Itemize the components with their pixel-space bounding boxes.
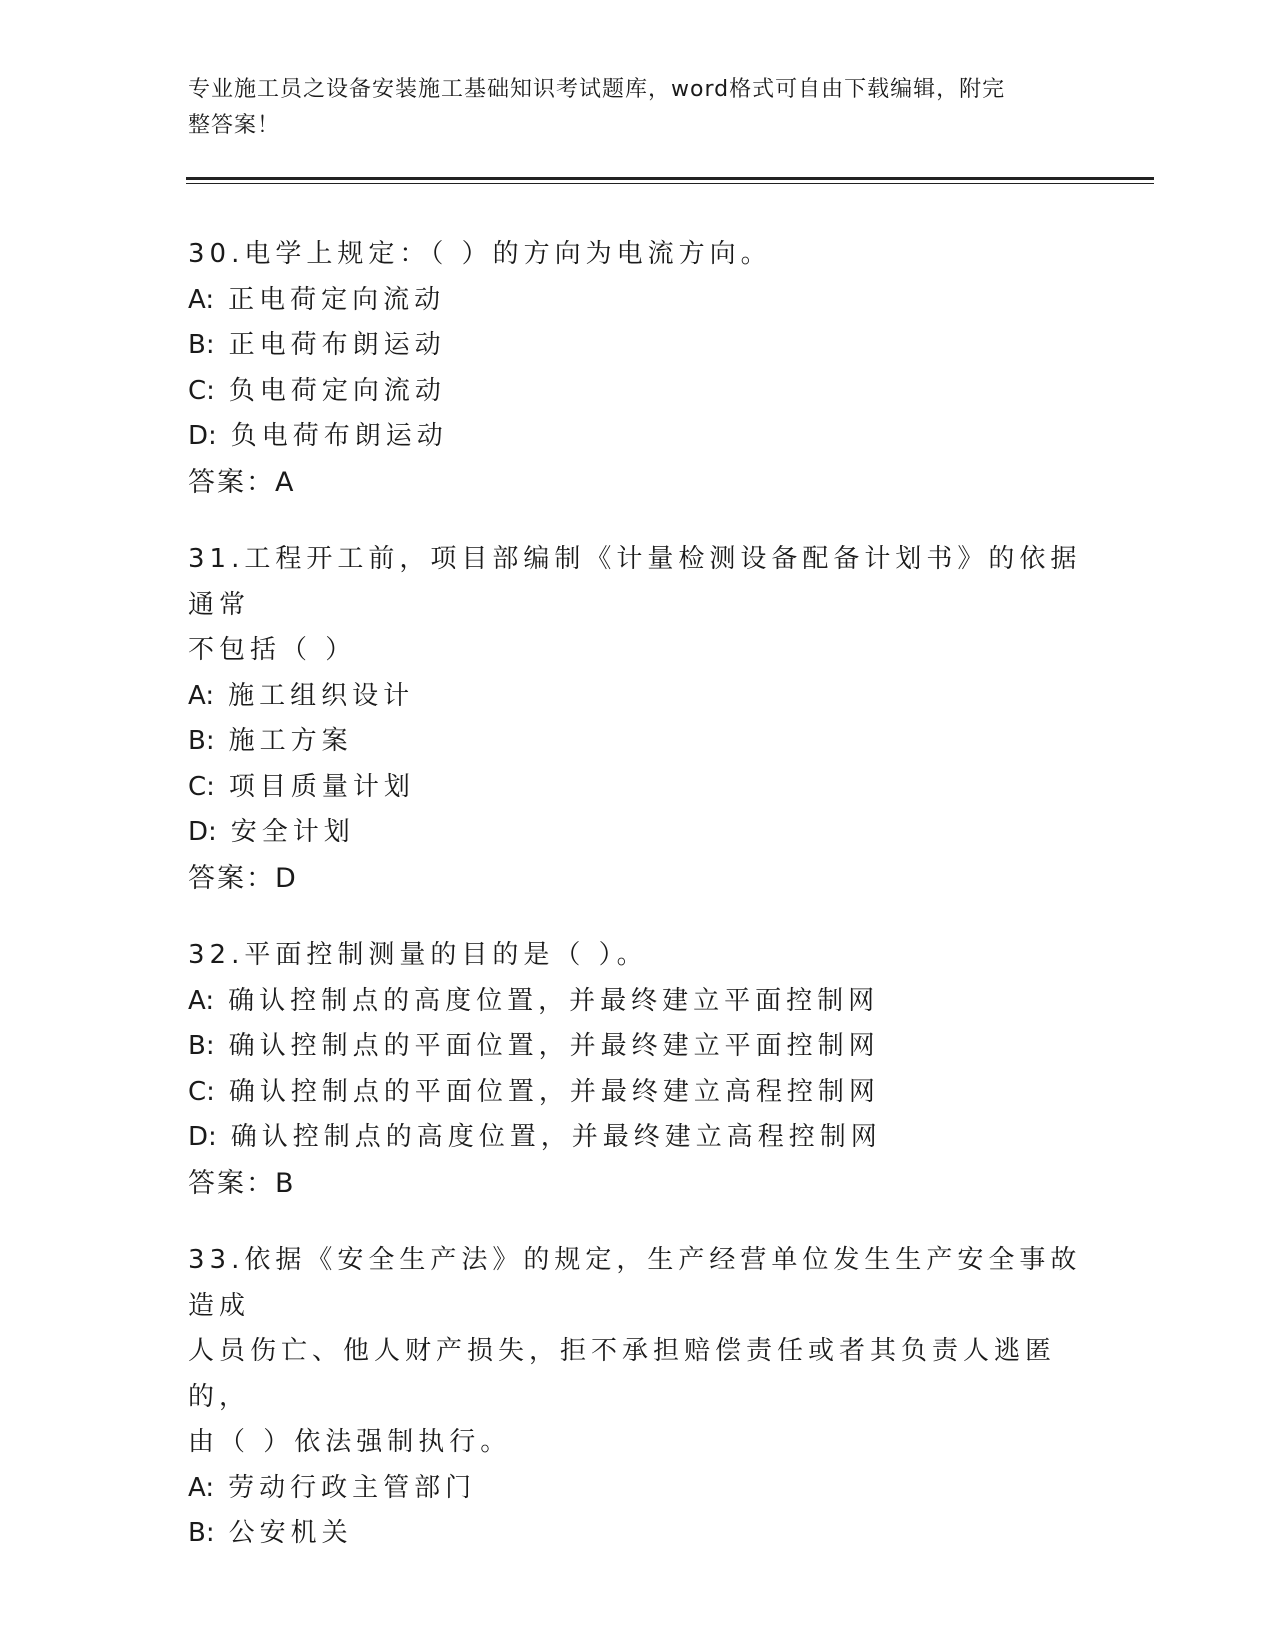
option-key: B (188, 1031, 206, 1061)
stem-line: 依据《安全生产法》的规定，生产经营单位发生生产安全事故造成 (188, 1245, 1082, 1321)
answer-label: 答案： (188, 1167, 275, 1199)
option-a: A: 劳动行政主管部门 (188, 1472, 477, 1503)
option-text: 公安机关 (228, 1518, 353, 1548)
option-key: A (188, 985, 206, 1016)
question-number: 32. (188, 940, 245, 970)
question-stem (188, 537, 1088, 628)
option-a: A: 确认控制点的高度位置，并最终建立平面控制网 (188, 985, 880, 1016)
question-stem-continued (188, 1329, 1088, 1420)
option-key: A (188, 1472, 206, 1503)
option-key: D (188, 817, 209, 847)
option-text: 正电荷布朗运动 (228, 330, 446, 360)
option-text: 安全计划 (230, 817, 355, 847)
option-text: 负电荷布朗运动 (230, 421, 448, 451)
document-header (188, 72, 1068, 144)
option-text: 项目质量计划 (228, 771, 415, 802)
answer-line (188, 460, 1088, 506)
option-d: D: 确认控制点的高度位置，并最终建立高程控制网 (188, 1122, 882, 1152)
option-d: D: 负电荷布朗运动 (188, 421, 448, 451)
option-key: D (188, 421, 209, 451)
option-key: A (188, 680, 206, 711)
question-31 (188, 537, 1088, 901)
question-stem (188, 1238, 1088, 1329)
option-text: 施工组织设计 (228, 680, 415, 711)
answer-line (188, 1161, 1088, 1207)
stem-line: 电学上规定：（ ）的方向为电流方向。 (244, 239, 772, 269)
option-text: 确认控制点的高度位置，并最终建立平面控制网 (228, 985, 880, 1016)
option-key: D (188, 1122, 209, 1152)
option-c: C: 确认控制点的平面位置，并最终建立高程控制网 (188, 1076, 880, 1107)
option-a: A: 施工组织设计 (188, 680, 415, 711)
question-number: 33. (188, 1245, 245, 1275)
stem-line: 不包括（ ） (188, 635, 357, 665)
answer-label: 答案： (188, 466, 275, 498)
option-text: 确认控制点的高度位置，并最终建立高程控制网 (230, 1122, 882, 1152)
question-stem-continued (188, 1420, 1088, 1466)
option-text: 负电荷定向流动 (228, 375, 446, 406)
answer-value: B (275, 1167, 296, 1199)
question-30 (188, 232, 1088, 505)
option-text: 确认控制点的平面位置，并最终建立高程控制网 (228, 1076, 880, 1107)
header-line-1: 专业施工员之设备安装施工基础知识考试题库，word格式可自由下载编辑，附完 (188, 77, 1006, 102)
option-key: C (188, 375, 207, 406)
header-divider-thin (186, 183, 1154, 184)
answer-value: D (275, 862, 298, 894)
option-key: B (188, 330, 206, 360)
option-text: 施工方案 (228, 726, 353, 756)
question-list (188, 232, 1088, 1589)
option-c: C: 负电荷定向流动 (188, 375, 446, 406)
question-stem-continued (188, 628, 1088, 674)
option-text: 确认控制点的平面位置，并最终建立平面控制网 (228, 1031, 880, 1061)
answer-label: 答案： (188, 862, 275, 894)
option-b: B: 施工方案 (188, 726, 353, 756)
stem-line: 平面控制测量的目的是（ ）。 (244, 940, 648, 970)
question-stem (188, 933, 1088, 979)
option-key: C (188, 1076, 207, 1107)
option-a: A: 正电荷定向流动 (188, 284, 446, 315)
question-number: 30. (188, 239, 245, 269)
option-b: B: 确认控制点的平面位置，并最终建立平面控制网 (188, 1031, 880, 1061)
option-b: B: 正电荷布朗运动 (188, 330, 446, 360)
option-key: B (188, 726, 206, 756)
answer-value: A (275, 466, 296, 498)
stem-line: 人员伤亡、他人财产损失，拒不承担赔偿责任或者其负责人逃匿的， (188, 1336, 1057, 1412)
option-b: B: 公安机关 (188, 1518, 353, 1548)
header-line-2: 整答案！ (188, 113, 281, 138)
question-32 (188, 933, 1088, 1206)
option-key: A (188, 284, 206, 315)
option-key: C (188, 771, 207, 802)
option-key: B (188, 1518, 206, 1548)
stem-line: 工程开工前，项目部编制《计量检测设备配备计划书》的依据通常 (188, 544, 1082, 620)
question-number: 31. (188, 544, 245, 574)
stem-line: 由（ ）依法强制执行。 (188, 1427, 512, 1457)
answer-line (188, 856, 1088, 902)
question-33 (188, 1238, 1088, 1557)
option-text: 正电荷定向流动 (228, 284, 446, 315)
option-d: D: 安全计划 (188, 817, 355, 847)
question-stem (188, 232, 1088, 278)
option-text: 劳动行政主管部门 (228, 1472, 477, 1503)
header-divider-thick (186, 177, 1154, 180)
option-c: C: 项目质量计划 (188, 771, 415, 802)
